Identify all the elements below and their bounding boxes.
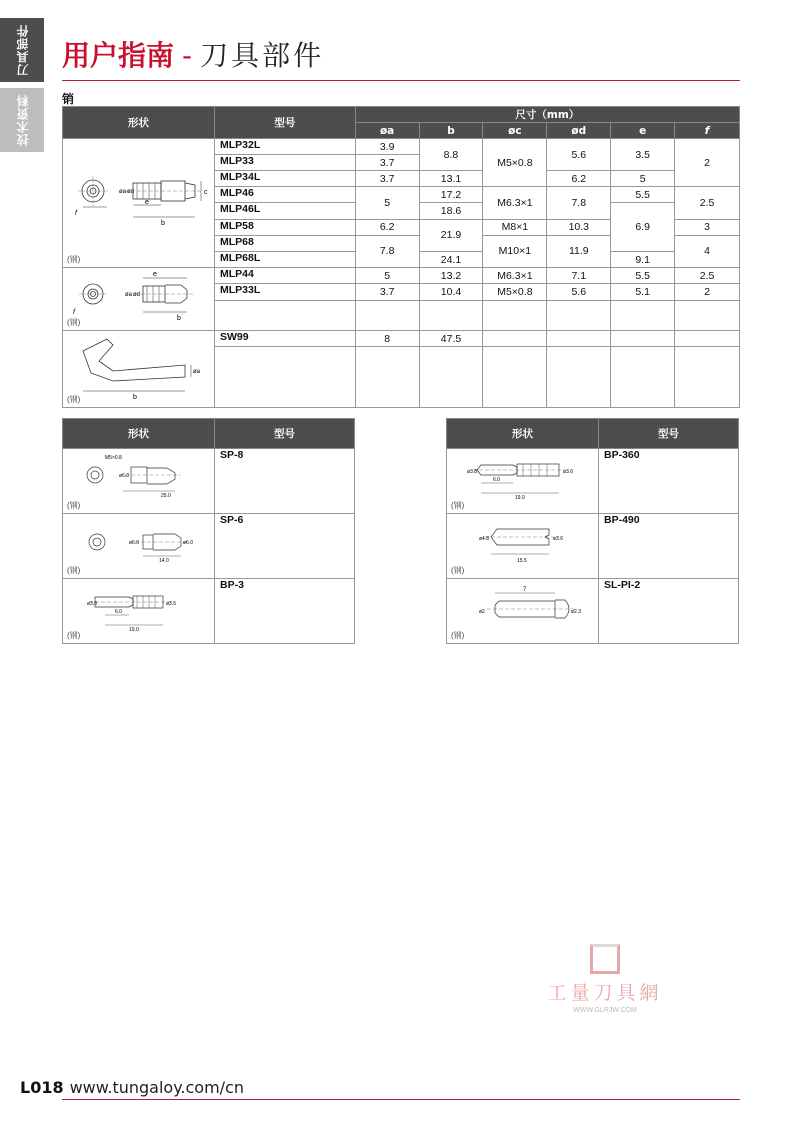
- shape-drawing-sw99: [63, 331, 215, 408]
- header-c: øc: [483, 123, 547, 139]
- pin-drawing: [63, 139, 213, 267]
- dim-label: 6.0: [115, 609, 123, 615]
- value-e: 5: [611, 171, 675, 187]
- dim-label-b: b: [161, 220, 166, 227]
- footer: [20, 1078, 244, 1097]
- model-cell: SP-6: [214, 514, 354, 579]
- dim-label-e: e: [153, 271, 158, 278]
- header-e: e: [611, 123, 675, 139]
- dim-label: 15.5: [517, 558, 528, 564]
- value-c: M5×0.8: [483, 139, 547, 187]
- dim-label: 14.0: [159, 558, 170, 564]
- pin-drawing: [63, 579, 213, 643]
- shape-drawing-mlp44-group: [63, 268, 215, 331]
- material-label: (钢): [67, 318, 81, 327]
- empty-cell: [419, 300, 483, 331]
- header-model: 型号: [598, 419, 738, 449]
- footer-url[interactable]: www.tungaloy.com/cn: [69, 1078, 244, 1097]
- shape-drawing-sp8: [63, 449, 215, 514]
- dim-label: 6.0: [493, 477, 501, 483]
- section-label: 销: [62, 92, 75, 106]
- dim-label: ø6.0: [183, 540, 194, 546]
- dim-label-a: øa: [125, 292, 133, 298]
- empty-cell: [547, 347, 611, 408]
- value-a: 5: [355, 268, 419, 284]
- value-b: 13.1: [419, 171, 483, 187]
- value-b: 17.2: [419, 187, 483, 203]
- dim-label-f: f: [73, 309, 76, 316]
- pin-drawing: [63, 331, 213, 407]
- header-shape: 形状: [447, 419, 599, 449]
- dim-label-a: øa: [193, 369, 201, 375]
- pin-drawing: [63, 514, 213, 578]
- model-cell: SP-8: [214, 449, 354, 514]
- model-cell: SW99: [214, 331, 355, 347]
- watermark-url: WWW.GLRJW.COM: [573, 1007, 637, 1014]
- dim-label: ø6.0: [129, 540, 140, 546]
- material-label: (钢): [67, 631, 81, 640]
- pin-drawing: [447, 579, 597, 643]
- pin-drawing: [63, 268, 213, 330]
- empty-cell: [611, 347, 675, 408]
- header-f: f: [675, 123, 740, 139]
- small-pin-table-right: [446, 418, 739, 644]
- model-cell: MLP68: [214, 235, 355, 251]
- empty-cell: [214, 347, 355, 408]
- value-e: 5.1: [611, 284, 675, 300]
- dim-label: M5×0.8: [105, 455, 123, 461]
- empty-cell: [483, 300, 547, 331]
- value-b: 47.5: [419, 331, 483, 347]
- empty-cell: [547, 300, 611, 331]
- dim-label: 19.0: [515, 495, 526, 501]
- material-label: (钢): [67, 255, 81, 264]
- value-a: 6.2: [355, 219, 419, 235]
- model-cell: MLP33L: [214, 284, 355, 300]
- header-a: øa: [355, 123, 419, 139]
- empty-cell: [355, 300, 419, 331]
- material-label: (钢): [67, 566, 81, 575]
- value-f: 2: [675, 139, 740, 187]
- header-b: b: [419, 123, 483, 139]
- watermark-name: 工量刀具網: [547, 982, 663, 1004]
- dim-label: ø2: [479, 609, 486, 615]
- model-cell: MLP68L: [214, 252, 355, 268]
- header-shape: 形状: [63, 107, 215, 139]
- shape-drawing-bp360: [447, 449, 599, 514]
- value-d: 7.1: [547, 268, 611, 284]
- value-a: 3.7: [355, 155, 419, 171]
- empty-cell: [675, 300, 740, 331]
- empty-cell: [547, 331, 611, 347]
- dim-label-b: b: [133, 394, 138, 401]
- value-a: 3.7: [355, 284, 419, 300]
- dim-label: 19.0: [129, 627, 140, 633]
- pin-drawing: [447, 514, 597, 578]
- value-f: 2: [675, 284, 740, 300]
- dim-label: ø3.6: [166, 601, 177, 607]
- value-c: M5×0.8: [483, 284, 547, 300]
- value-d: 10.3: [547, 219, 611, 235]
- value-d: 5.6: [547, 139, 611, 171]
- value-c: M6.3×1: [483, 268, 547, 284]
- value-a: 7.8: [355, 235, 419, 267]
- value-f: 3: [675, 219, 740, 235]
- material-label: (钢): [451, 566, 465, 575]
- shape-drawing-bp3: [63, 579, 215, 644]
- value-e: 3.5: [611, 139, 675, 171]
- value-c: M8×1: [483, 219, 547, 235]
- header-model: 型号: [214, 107, 355, 139]
- model-cell: BP-490: [598, 514, 738, 579]
- model-cell: MLP32L: [214, 139, 355, 155]
- shape-drawing-sp6: [63, 514, 215, 579]
- empty-cell: [214, 300, 355, 331]
- sidebar-tab-tool-parts[interactable]: [0, 18, 44, 82]
- page-title: [62, 38, 324, 74]
- material-label: (钢): [67, 395, 81, 404]
- dim-label-e: e: [145, 199, 150, 206]
- model-cell: MLP46: [214, 187, 355, 203]
- value-f: 2.5: [675, 187, 740, 220]
- small-pin-table-left: [62, 418, 355, 644]
- value-d: 6.2: [547, 171, 611, 187]
- header-dimensions: 尺寸（mm）: [355, 107, 739, 123]
- value-f: 4: [675, 235, 740, 267]
- sidebar-tab-label: 刀具部件: [15, 24, 30, 76]
- shape-drawing-mlp-group: [63, 139, 215, 268]
- page-number: L018: [20, 1078, 64, 1097]
- watermark: [535, 944, 675, 1014]
- dim-label: 7: [523, 587, 527, 593]
- empty-cell: [675, 347, 740, 408]
- pin-drawing: [63, 449, 213, 513]
- footer-divider: [62, 1099, 740, 1100]
- value-e: 9.1: [611, 252, 675, 268]
- value-b: 10.4: [419, 284, 483, 300]
- dim-label-a: øa: [119, 189, 127, 195]
- empty-cell: [611, 331, 675, 347]
- dim-label-c: c: [204, 189, 208, 196]
- dim-label: ø2.3: [571, 609, 582, 615]
- value-b: 21.9: [419, 219, 483, 252]
- value-d: 5.6: [547, 284, 611, 300]
- value-b: 8.8: [419, 139, 483, 171]
- sidebar-tab-technical-data[interactable]: [0, 88, 44, 152]
- header-model: 型号: [214, 419, 354, 449]
- dim-label-b: b: [177, 315, 182, 322]
- value-b: 24.1: [419, 252, 483, 268]
- model-cell: MLP58: [214, 219, 355, 235]
- title-divider: [62, 80, 740, 81]
- dim-label-d: ød: [133, 292, 141, 298]
- model-cell: SL-PI-2: [598, 579, 738, 644]
- value-f: 2.5: [675, 268, 740, 284]
- dim-label-d: ød: [127, 189, 135, 195]
- model-cell: MLP44: [214, 268, 355, 284]
- header-shape: 形状: [63, 419, 215, 449]
- empty-cell: [419, 347, 483, 408]
- title-sub: 刀具部件: [200, 39, 325, 72]
- dim-label: ø3.6: [563, 469, 574, 475]
- dim-label: ø3.8: [87, 601, 98, 607]
- title-dash: -: [182, 39, 193, 72]
- model-cell: BP-3: [214, 579, 354, 644]
- dim-label: 25.0: [161, 493, 172, 499]
- empty-cell: [355, 347, 419, 408]
- model-cell: BP-360: [598, 449, 738, 514]
- value-d: 11.9: [547, 235, 611, 267]
- watermark-logo-icon: [590, 944, 620, 974]
- value-a: 8: [355, 331, 419, 347]
- model-cell: MLP33: [214, 155, 355, 171]
- value-c: M6.3×1: [483, 187, 547, 220]
- value-d: 7.8: [547, 187, 611, 220]
- empty-cell: [611, 300, 675, 331]
- value-a: 3.7: [355, 171, 419, 187]
- sidebar-tab-label: 技术资料: [15, 94, 30, 146]
- material-label: (钢): [451, 501, 465, 510]
- value-b: 18.6: [419, 203, 483, 219]
- model-cell: MLP34L: [214, 171, 355, 187]
- dim-label: ø3.6: [553, 536, 564, 542]
- material-label: (钢): [451, 631, 465, 640]
- material-label: (钢): [67, 501, 81, 510]
- empty-cell: [483, 331, 547, 347]
- pin-drawing: [447, 449, 597, 513]
- value-e: 5.5: [611, 187, 675, 203]
- dim-label-f: f: [75, 210, 78, 217]
- value-b: 13.2: [419, 268, 483, 284]
- value-c: M10×1: [483, 235, 547, 267]
- empty-cell: [483, 347, 547, 408]
- title-main: 用户指南: [62, 39, 175, 72]
- value-e: 5.5: [611, 268, 675, 284]
- dim-label: ø6.0: [119, 473, 130, 479]
- value-a: 5: [355, 187, 419, 220]
- shape-drawing-bp490: [447, 514, 599, 579]
- value-e: 6.9: [611, 203, 675, 252]
- value-a: 3.9: [355, 139, 419, 155]
- dim-label: ø3.8: [467, 469, 478, 475]
- shape-drawing-sl-pi-2: [447, 579, 599, 644]
- header-d: ød: [547, 123, 611, 139]
- dim-label: ø4.8: [479, 536, 490, 542]
- model-cell: MLP46L: [214, 203, 355, 219]
- empty-cell: [675, 331, 740, 347]
- pin-dimension-table: [62, 106, 740, 408]
